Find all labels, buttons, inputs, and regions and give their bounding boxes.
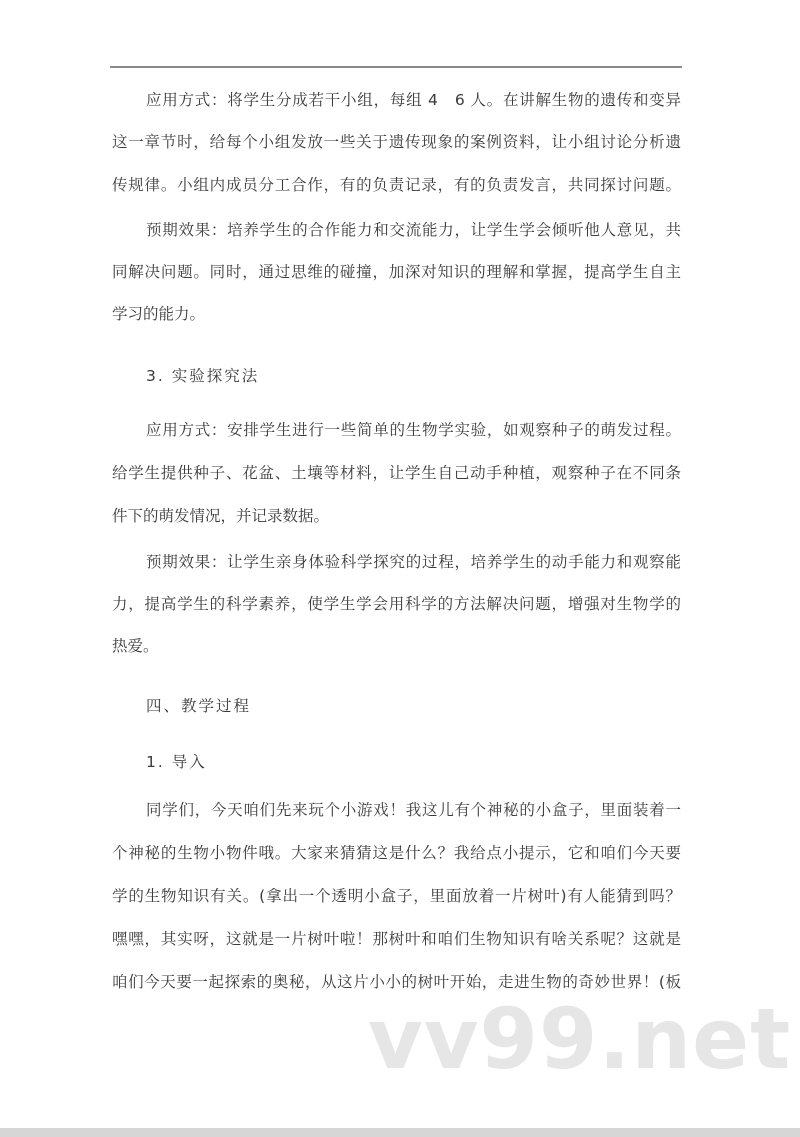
- text-line: 热爱。: [112, 637, 159, 655]
- text-line: 给学生提供种子、花盆、土壤等材料，让学生自己动手种植，观察种子在不同条: [112, 464, 681, 482]
- section-heading: 四、教学过程: [146, 697, 252, 715]
- text-line: 嘿嘿，其实呀，这就是一片树叶啦！那树叶和咱们生物知识有啥关系呢？这就是: [112, 930, 681, 948]
- text-line: 应用方式：安排学生进行一些简单的生物学实验，如观察种子的萌发过程。: [146, 421, 681, 439]
- text-line: 力，提高学生的科学素养，使学生学会用科学的方法解决问题，增强对生物学的: [112, 595, 681, 613]
- text-line: 同解决问题。同时，通过思维的碰撞，加深对知识的理解和掌握，提高学生自主: [112, 263, 681, 281]
- text-line: 预期效果：让学生亲身体验科学探究的过程，培养学生的动手能力和观察能: [146, 553, 681, 571]
- text-line: 学的生物知识有关。(拿出一个透明小盒子，里面放着一片树叶)有人能猜到吗？: [112, 887, 681, 905]
- section-heading: 3. 实验探究法: [146, 367, 260, 385]
- watermark: vv99.net: [368, 990, 792, 1088]
- text-line: 个神秘的生物小物件哦。大家来猜猜这是什么？我给点小提示，它和咱们今天要: [112, 844, 681, 862]
- page-bottom-edge: [0, 1128, 800, 1137]
- text-line: 学习的能力。: [112, 305, 206, 323]
- text-line: 这一章节时，给每个小组发放一些关于遗传现象的案例资料，让小组讨论分析遗: [112, 133, 681, 151]
- header-rule: [110, 66, 682, 68]
- text-line: 传规律。小组内成员分工合作，有的负责记录，有的负责发言，共同探讨问题。: [112, 176, 681, 194]
- text-line: 件下的萌发情况，并记录数据。: [112, 507, 330, 525]
- text-line: 咱们今天要一起探索的奥秘，从这片小小的树叶开始，走进生物的奇妙世界！(板: [112, 973, 681, 991]
- text-line: 预期效果：培养学生的合作能力和交流能力，让学生学会倾听他人意见，共: [146, 221, 681, 239]
- text-line: 同学们，今天咱们先来玩个小游戏！我这儿有个神秘的小盒子，里面装着一: [146, 801, 681, 819]
- section-heading: 1. 导入: [146, 753, 207, 771]
- text-line: 应用方式：将学生分成若干小组，每组 4 6 人。在讲解生物的遗传和变异: [146, 91, 681, 109]
